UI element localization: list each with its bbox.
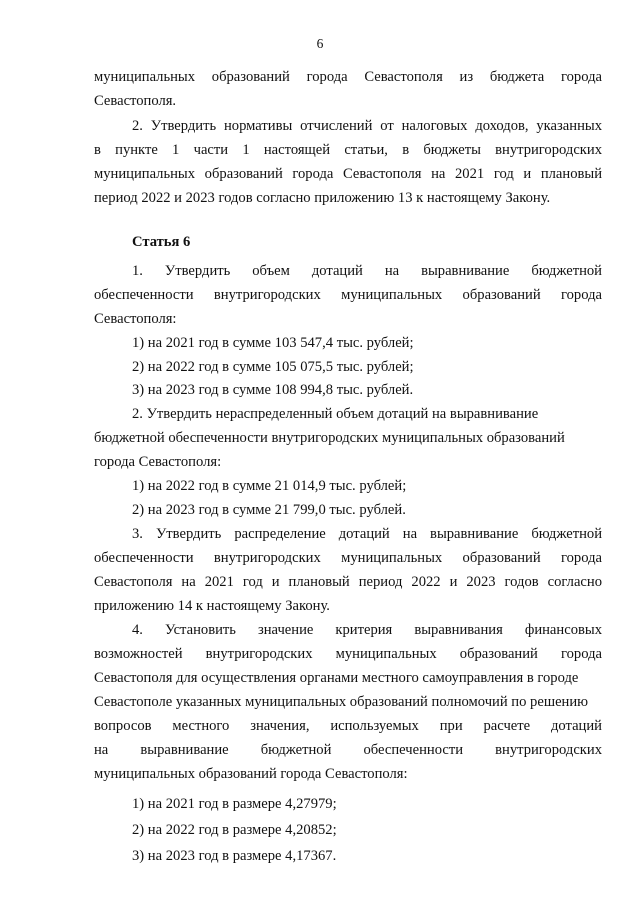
text-line: муниципальных образований города Севастополя на 2021 год и плановый (94, 166, 602, 182)
text-line: Севастополя. (94, 93, 177, 109)
list-item: 1) на 2022 год в сумме 21 014,9 тыс. рублей; (132, 478, 407, 494)
text-line: Севастополя для осуществления органами местного самоуправления в городе (94, 670, 579, 686)
text-line: 3. Утвердить распределение дотаций на выравнивание бюджетной (132, 526, 602, 542)
text-line: муниципальных образований города Севастополя: (94, 766, 408, 782)
text-line: 4. Установить значение критерия выравнивания финансовых (132, 622, 602, 638)
text-line: муниципальных образований города Севастополя из бюджета города (94, 69, 602, 85)
list-item: 3) на 2023 год в сумме 108 994,8 тыс. рублей. (132, 382, 414, 398)
text-line: бюджетной обеспеченности внутригородских муниципальных образований (94, 430, 565, 446)
text-line: возможностей внутригородских муниципальных образований города (94, 646, 602, 662)
list-item: 2) на 2023 год в сумме 21 799,0 тыс. рублей. (132, 502, 406, 518)
text-line: 1. Утвердить объем дотаций на выравнивание бюджетной (132, 263, 602, 279)
text-line: обеспеченности внутригородских муниципальных образований города (94, 287, 602, 303)
text-line: на выравнивание бюджетной обеспеченности внутригородских (94, 742, 602, 758)
text-line: вопросов местного значения, используемых при расчете дотаций (94, 718, 602, 734)
text-line: города Севастополя: (94, 454, 222, 470)
text-line: Севастополя: (94, 311, 177, 327)
text-line: приложению 14 к настоящему Закону. (94, 598, 330, 614)
list-item: 2) на 2022 год в размере 4,20852; (132, 822, 337, 838)
list-item: 3) на 2023 год в размере 4,17367. (132, 848, 337, 864)
text-line: Севастополя на 2021 год и плановый период 2022 и 2023 годов согласно (94, 574, 602, 590)
article-heading: Статья 6 (132, 234, 191, 250)
text-line: период 2022 и 2023 годов согласно приложению 13 к настоящему Закону. (94, 190, 551, 206)
list-item: 2) на 2022 год в сумме 105 075,5 тыс. рублей; (132, 359, 414, 375)
text-line: в пункте 1 части 1 настоящей статьи, в бюджеты внутригородских (94, 142, 602, 158)
list-item: 1) на 2021 год в сумме 103 547,4 тыс. рублей; (132, 335, 414, 351)
text-line: 2. Утвердить нормативы отчислений от налоговых доходов, указанных (132, 118, 602, 134)
text-line: обеспеченности внутригородских муниципальных образований города (94, 550, 602, 566)
text-line: 2. Утвердить нераспределенный объем дотаций на выравнивание (132, 406, 539, 422)
list-item: 1) на 2021 год в размере 4,27979; (132, 796, 337, 812)
page-number: 6 (316, 36, 324, 51)
text-line: Севастополе указанных муниципальных образований полномочий по решению (94, 694, 589, 710)
